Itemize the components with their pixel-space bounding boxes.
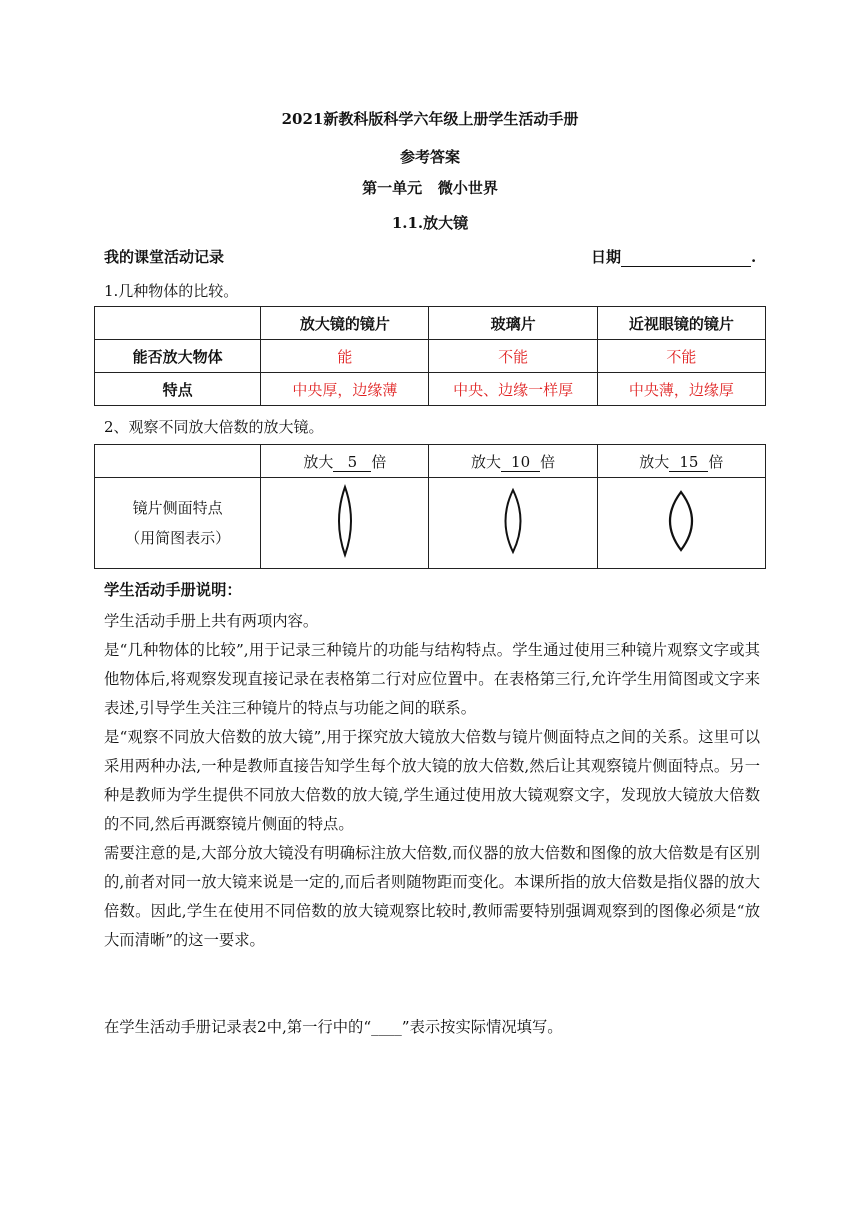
date-blank-line: [621, 251, 751, 267]
table-header-cell: [95, 307, 261, 340]
unit-heading: 第一单元 微小世界: [362, 179, 498, 197]
thick-lens-sketch: [661, 488, 701, 554]
lens-sketch-cell: [429, 478, 597, 569]
document-subtitle: 参考答案: [399, 148, 460, 166]
notes-paragraph: 在学生活动手册记录表2中,第一行中的“____”表示按实际情况填写。: [104, 1018, 563, 1036]
table-header-row: [95, 445, 766, 478]
magnification-value: 10: [501, 453, 540, 472]
answer-cell: 不能: [597, 340, 765, 373]
comparison-table: [94, 306, 766, 406]
row-label: 能否放大物体: [95, 340, 261, 373]
row-label: [95, 478, 261, 569]
table-header-cell: 近视眼镜的镜片: [597, 307, 765, 340]
table-row: [95, 340, 766, 373]
row-label: 特点: [95, 373, 261, 406]
lens-sketch-cell: [597, 478, 765, 569]
table-row: [95, 373, 766, 406]
prefix-label: 放大: [471, 452, 502, 471]
date-period: .: [751, 248, 757, 266]
document-title: 2021新教科版科学六年级上册学生活动手册: [281, 110, 579, 128]
row-label-line-1: 镜片侧面特点: [132, 499, 223, 517]
question-1-title: 1.几种物体的比较。: [104, 282, 239, 300]
table-header-row: [95, 307, 766, 340]
date-field: [591, 246, 756, 267]
table-header-cell: 玻璃片: [429, 307, 597, 340]
prefix-label: 放大: [303, 452, 334, 471]
table-header-cell: 放大镜的镜片: [261, 307, 429, 340]
answer-cell: 中央薄，边缘厚: [597, 373, 765, 406]
magnification-cell: [597, 445, 765, 478]
answer-cell: 中央厚，边缘薄: [261, 373, 429, 406]
thin-lens-sketch: [330, 483, 360, 559]
notes-paragraph: 是“观察不同放大倍数的放大镜”,用于探究放大镜放大倍数与镜片侧面特点之间的关系。这里可以采用两种办法,一种是教师直接告知学生每个放大镜的放大倍数,然后让其观察镜片侧面特点。另一种是教师为学生提供不同放大倍数的放大镜,学生通过使用放大镜观察文字，发现放大镜放大倍数的不同,然后再溉察镜片侧面的特点。: [104, 728, 760, 833]
answer-cell: 能: [261, 340, 429, 373]
date-label: 日期: [591, 248, 622, 266]
notes-title: 学生活动手册说明：: [104, 581, 242, 599]
lesson-heading: 1.1.放大镜: [391, 214, 469, 232]
magnification-table: [94, 444, 766, 569]
suffix-label: 倍: [371, 452, 387, 471]
answer-cell: 中央、边缘一样厚: [429, 373, 597, 406]
magnification-value: 5: [333, 453, 371, 472]
table-header-cell: [95, 445, 261, 478]
lens-sketch-cell: [261, 478, 429, 569]
notes-paragraph: 是“几种物体的比较”,用于记录三种镜片的功能与结构特点。学生通过使用三种镜片观察文字或其他物体后,将观察发现直接记录在表格第二行对应位置中。在表格第三行,允许学生用简图或文字来表述,引导学生关注三种镜片的特点与功能之间的联系。: [104, 641, 760, 717]
magnification-cell: [261, 445, 429, 478]
prefix-label: 放大: [639, 452, 670, 471]
suffix-label: 倍: [708, 452, 724, 471]
medium-lens-sketch: [496, 486, 530, 556]
magnification-cell: [429, 445, 597, 478]
row-label-line-2: （用简图表示）: [125, 529, 231, 547]
notes-paragraph: 需要注意的是,大部分放大镜没有明确标注放大倍数,而仪器的放大倍数和图像的放大倍数是有区别的,前者对同一放大镜来说是一定的,而后者则随物距而变化。本课所指的放大倍数是指仪器的放大倍数。因此,学生在使用不同倍数的放大镜观察比较时,教师需要特别强调观察到的图像必须是“放大而清晰”的这一要求。: [104, 844, 760, 949]
suffix-label: 倍: [540, 452, 556, 471]
record-label: 我的课堂活动记录: [104, 248, 225, 266]
question-2-title: 2、观察不同放大倍数的放大镜。: [104, 418, 324, 436]
table-row: [95, 478, 766, 569]
answer-cell: 不能: [429, 340, 597, 373]
magnification-value: 15: [669, 453, 708, 472]
notes-paragraph: 学生活动手册上共有两项内容。: [104, 612, 319, 630]
